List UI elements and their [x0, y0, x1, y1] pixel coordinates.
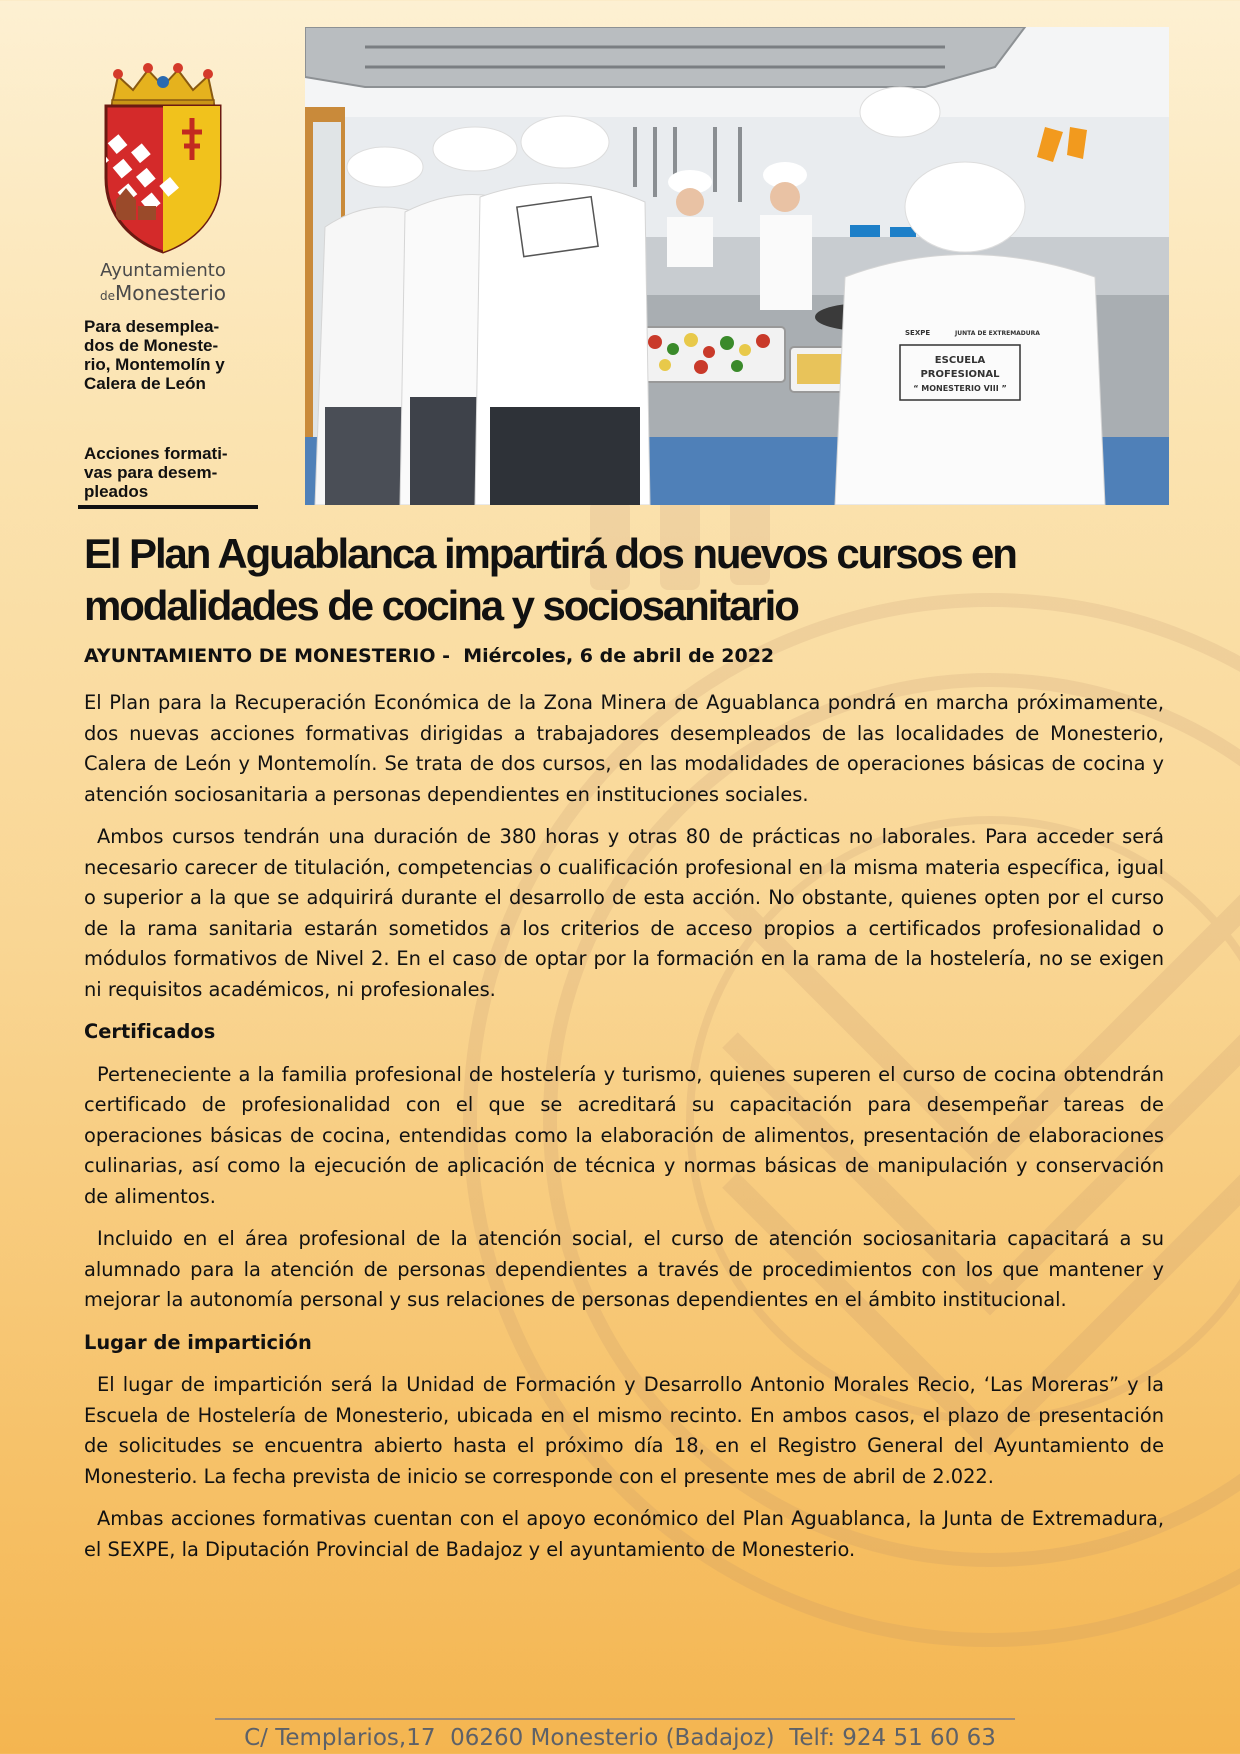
logo-line-de: de [99, 289, 115, 303]
footer-address: C/ Templarios,17 06260 Monesterio (Badajoz) Telf: 924 51 60 63 [244, 1725, 996, 1751]
section-heading-lugar: Lugar de impartición [84, 1330, 312, 1354]
municipality-logo [88, 60, 238, 310]
sidebar-topic-line: Acciones formati- [84, 444, 228, 463]
section-heading-certificados: Certificados [84, 1020, 216, 1043]
article-paragraph: El Plan para la Recuperación Económica de la Zona Minera de Aguablanca pondrá en marcha próximamente, dos nuevas acciones formativas dirigidas a trabajadores desempleados de las localidades de Monesterio, Calera de León y Montemolín. Se trata de dos cursos, en las modalidades de operaciones básicas de cocina y atención sociosanitaria a personas dependientes en instituciones sociales. [84, 691, 1164, 806]
article-paragraph: Ambos cursos tendrán una duración de 380 horas y otras 80 de prácticas no laborales. Para acceder será necesario carecer de titulación, competencias o cualificación profesional en la misma materia específica, igual o superior a la que se adquirirá durante el desarrollo de esta acción. No obstante, quienes opten por el curso de la rama sanitaria estarán sometidos a los criterios de acceso propios a certificados profesionalidad o módulos formativos de Nivel 2. En el caso de optar por la formación en la rama de la hostelería, no se exigen ni requisitos académicos, ni profesionales. [84, 825, 1164, 1001]
article-paragraph: El lugar de impartición será la Unidad de Formación y Desarrollo Antonio Morales Recio, ‘Las Moreras” y la Escuela de Hostelería de Monesterio, ubicada en el mismo recinto. En ambos casos, el plazo de presentación de solicitudes se encuentra abierto hasta el próximo día 18, en el Registro General del Ayuntamiento de Monesterio. La fecha prevista de inicio se corresponde con el presente mes de abril de 2.022. [84, 1373, 1164, 1488]
sidebar-audience [84, 317, 259, 393]
jacket-line-2: PROFESIONAL [920, 369, 1000, 380]
article-byline: AYUNTAMIENTO DE MONESTERIO - Miércoles, 6 de abril de 2022 [84, 645, 775, 667]
article-paragraph: Incluido en el área profesional de la atención social, el curso de atención sociosanitaria capacitará a su alumnado para la atención de personas dependientes a través de procedimientos con los que mantener y mejorar la autonomía personal y sus relaciones de personas dependientes en el ámbito institucional. [84, 1227, 1164, 1311]
article-paragraph: Ambas acciones formativas cuentan con el apoyo económico del Plan Aguablanca, la Junta de Extremadura, el SEXPE, la Diputación Provincial de Badajoz y el ayuntamiento de Monesterio. [84, 1507, 1164, 1561]
sidebar-audience-line: rio, Montemolín y [84, 355, 225, 374]
jacket-line-3: “ MONESTERIO VIII ” [913, 384, 1007, 393]
footer-divider [215, 1718, 1015, 1720]
sidebar-audience-line: Para desemplea- [84, 317, 220, 336]
jacket-logo-1: SEXPE [905, 329, 931, 337]
sidebar-topic [84, 444, 259, 501]
sidebar-topic-line: pleados [84, 482, 149, 501]
article-headline: El Plan Aguablanca impartirá dos nuevos cursos en modalidades de cocina y sociosanitario [84, 530, 1016, 629]
article-body [84, 688, 1164, 1577]
jacket-line-1: ESCUELA [934, 355, 986, 366]
jacket-logo-2: JUNTA DE EXTREMADURA [955, 330, 1040, 337]
logo-line-monesterio: Monesterio [114, 281, 227, 305]
sidebar-divider [78, 505, 258, 509]
sidebar-topic-line: vas para desem- [84, 463, 218, 482]
article-paragraph: Perteneciente a la familia profesional de hostelería y turismo, quienes superen el curso de cocina obtendrán certificado de profesionalidad con el que se acreditará su capacitación para desempeñar tareas de operaciones básicas de cocina, entendidas como la elaboración de alimentos, presentación de elaboraciones culinarias, así como la ejecución de aplicación de técnica y normas básicas de manipulación y conservación de alimentos. [84, 1062, 1164, 1208]
sidebar-audience-line: dos de Moneste- [84, 336, 219, 355]
kitchen-class-photo [305, 27, 1169, 505]
sidebar-audience-line: Calera de León [84, 374, 206, 393]
logo-line-ayuntamiento: Ayuntamiento [100, 260, 226, 281]
